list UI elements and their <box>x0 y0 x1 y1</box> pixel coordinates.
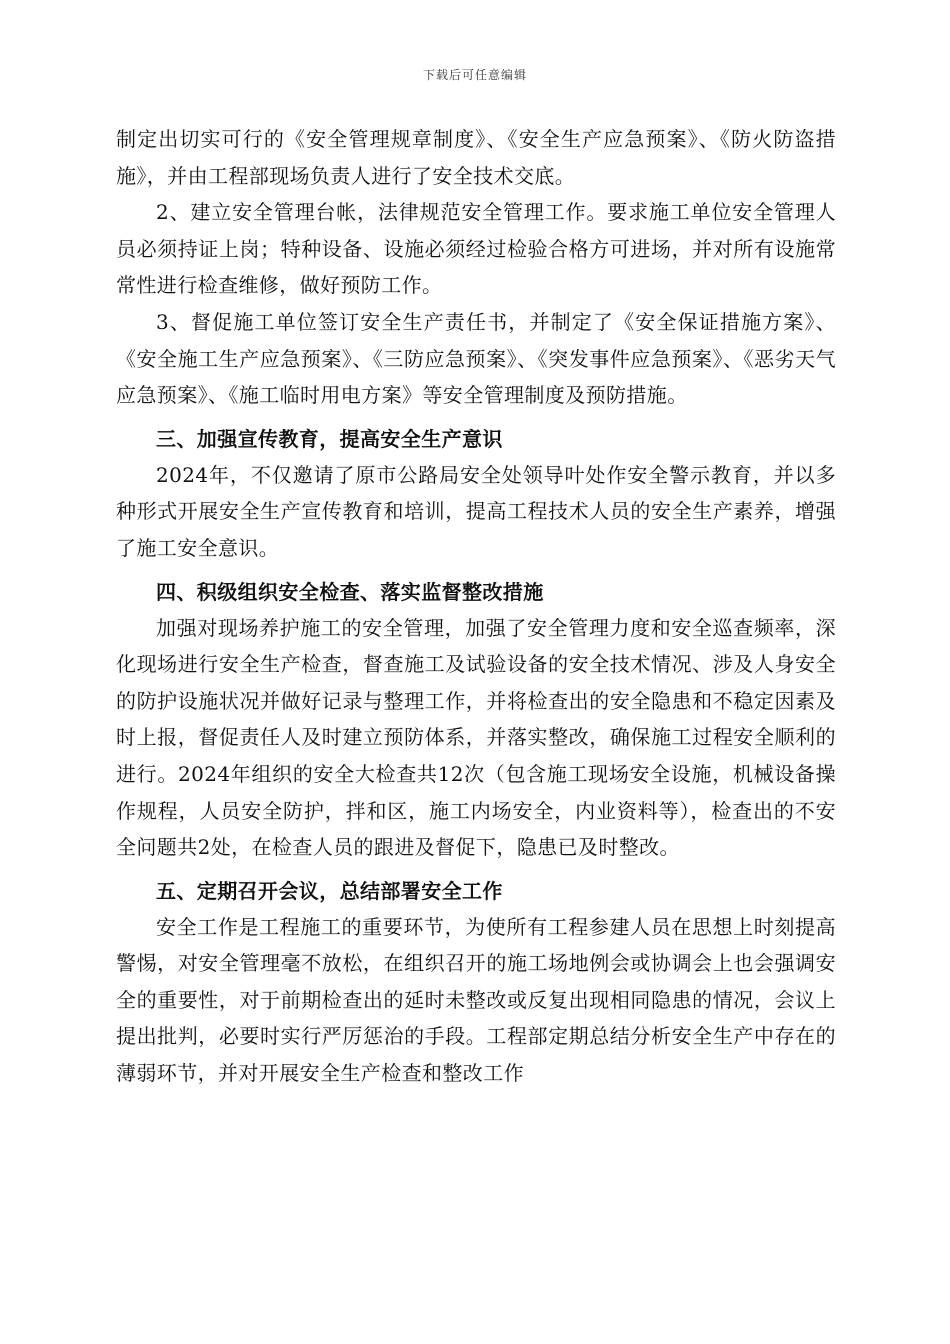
paragraph-section-4: 加强对现场养护施工的安全管理，加强了安全管理力度和安全巡查频率，深化现场进行安全生产检查，督查施工及试验设备的安全技术情况、涉及人身安全的防护设施状况并做好记录与整理工作，并将检查出的安全隐患和不稳定因素及时上报，督促责任人及时建立预防体系，并落实整改，确保施工过程安全顺利的进行。2024年组织的安全大检查共12次（包含施工现场安全设施，机械设备操作规程，人员安全防护，拌和区，施工内场安全，内业资料等），检查出的不安全问题共2处，在检查人员的跟进及督促下，隐患已及时整改。 <box>116 615 836 860</box>
paragraph-section-3: 2024年，不仅邀请了原市公路局安全处领导叶处作安全警示教育，并以多种形式开展安全生产宣传教育和培训，提高工程技术人员的安全生产素养，增强了施工安全意识。 <box>116 462 836 560</box>
paragraph-item-2: 2、建立安全管理台帐，法律规范安全管理工作。要求施工单位安全管理人员必须持证上岗；特种设备、设施必须经过检验合格方可进场，并对所有设施常常性进行检查维修，做好预防工作。 <box>116 200 836 298</box>
section-3-heading: 三、加强宣传教育，提高安全生产意识 <box>156 426 503 451</box>
paragraph-item-3: 3、督促施工单位签订安全生产责任书，并制定了《安全保证措施方案》、《安全施工生产应急预案》、《三防应急预案》、《突发事件应急预案》、《恶劣天气应急预案》、《施工临时用电方案》等安全管理制度及预防措施。 <box>116 309 836 408</box>
paragraph-intro: 制定出切实可行的《安全管理规章制度》、《安全生产应急预案》、《防火防盗措施》，并由工程部现场负责人进行了安全技术交底。 <box>116 127 836 188</box>
page-header-note: 下载后可任意编辑 <box>422 68 527 82</box>
section-5-heading: 五、定期召开会议，总结部署安全工作 <box>156 878 503 903</box>
section-4-heading: 四、积级组织安全检查、落实监督整改措施 <box>156 579 544 604</box>
document-body <box>116 121 836 1092</box>
paragraph-section-5: 安全工作是工程施工的重要环节，为使所有工程参建人员在思想上时刻提高警惕，对安全管理毫不放松，在组织召开的施工场地例会或协调会上也会强调安全的重要性，对于前期检查出的延时未整改或反复出现相同隐患的情况，会议上提出批判，必要时实行严厉惩治的手段。工程部定期总结分析安全生产中存在的薄弱环节，并对开展安全生产检查和整改工作 <box>116 914 836 1086</box>
